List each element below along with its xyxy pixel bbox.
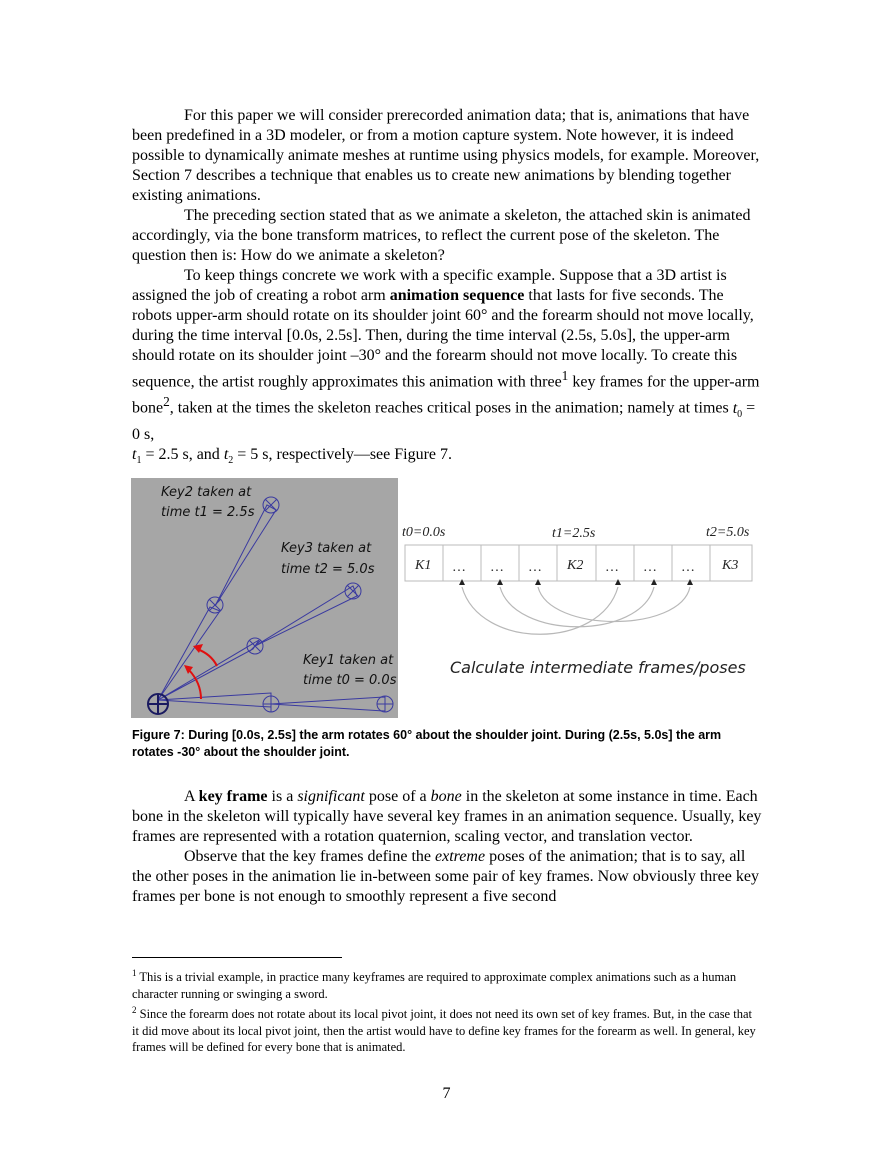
upper-arm-key2 (158, 607, 220, 700)
footnote-mark: 1 (132, 968, 137, 978)
timeline-cell-key: K2 (567, 558, 584, 573)
bold-term: animation sequence (389, 287, 525, 304)
footnote (132, 1002, 762, 1056)
timeline-caption: Calculate intermediate frames/poses (450, 658, 746, 677)
key2-label: Key2 taken at (161, 485, 252, 500)
timeline-cell-ellipsis: … (491, 560, 504, 575)
italic-term: significant (297, 788, 365, 805)
math-var (732, 399, 743, 420)
math-symbol: t (132, 445, 137, 463)
bold-term: key frame (198, 788, 268, 805)
math-symbol: t (223, 445, 229, 463)
page-number: 7 (442, 1085, 451, 1102)
footnote-text: Since the forearm does not rotate about its local pivot joint, it does not need its own set of key frames. But, in the case that it did move about its local pivot joint, then the artist would have to define key frames for the forearm as well. In general, key frames will be defined for every bone that is animated. (132, 1007, 756, 1055)
text-run: pose of a (364, 788, 431, 805)
footnote (132, 965, 762, 1002)
text-run: in the skeleton at some instance in time. Each bone in the skeleton will typically have several key frames in an animation sequence. Usually, key frames are represented with a rotation quaternion, scaling vector, and translation vector. (132, 788, 762, 845)
italic-term: bone (430, 788, 462, 805)
interp-arc (538, 587, 690, 622)
footnote-mark: 2 (132, 1005, 137, 1016)
figure-caption (132, 727, 772, 761)
time-label-t2: t2=5.0s (706, 525, 750, 540)
math-subscript: 2 (228, 455, 234, 467)
text-run: Observe that the key frames define the (184, 848, 436, 865)
math-subscript: 0 (737, 408, 743, 420)
key3-label: Key3 taken at (281, 541, 372, 556)
math-symbol: t (732, 399, 738, 417)
text-run: = 0 s, (132, 399, 756, 443)
interp-arc (462, 587, 618, 634)
body-text-top (132, 106, 762, 471)
paragraph (132, 847, 762, 907)
text-run: To keep things concrete we work with a specific example. Suppose that a 3D artist is assigned the job of creating a robot arm (132, 267, 727, 304)
upper-arm-key3 (158, 640, 259, 700)
italic-term: extreme (435, 848, 486, 865)
caption-line: rotates -30° about the shoulder joint. (132, 745, 350, 759)
math-subscript: 1 (136, 455, 142, 467)
rotation-arrow-upper (197, 649, 217, 666)
timeline-diagram (400, 515, 770, 685)
key1-label: Key1 taken at (303, 653, 394, 668)
paragraph (132, 787, 762, 847)
text-run: = 2.5 s, and (141, 445, 224, 463)
text-run: = 5 s, respectively—see Figure 7. (233, 445, 453, 463)
math-var (223, 445, 234, 467)
time-label-t0: t0=0.0s (402, 525, 446, 540)
footnotes (132, 965, 762, 1056)
text-run: A (184, 788, 199, 805)
timeline-cell-key: K3 (722, 558, 739, 573)
footnote-text: This is a trivial example, in practice many keyframes are required to approximate complex animations such as a human character running or swinging a sword. (132, 970, 737, 1001)
text-run: , taken at the times the skeleton reaches critical poses in the animation; namely at times (169, 399, 733, 417)
key3-label: time t2 = 5.0s (281, 562, 375, 577)
robot-arm-diagram (131, 478, 398, 718)
timeline-cell-ellipsis: … (682, 560, 695, 575)
forearm-key2 (215, 505, 276, 606)
key2-label: time t1 = 2.5s (161, 505, 255, 520)
paragraph (132, 266, 762, 471)
time-label-t1: t1=2.5s (552, 526, 596, 541)
text-run: that lasts for five seconds. The robots upper-arm should rotate on its shoulder joint 60° and the forearm should not move locally, during the time interval [0.0s, 2.5s]. Then, during the time interval (2.5s, 5.0s], the upper-arm should rotate on its shoulder joint –30° and the forearm should not move locally. To create this sequence, the artist roughly approximates this animation with three (132, 287, 754, 391)
timeline-cell-ellipsis: … (529, 560, 542, 575)
paragraph: For this paper we will consider prerecorded animation data; that is, animations that have been predefined in a 3D modeler, or from a motion capture system. Note however, it is indeed possible to dynamically animate meshes at runtime using physics models, for example. Moreover, Section 7 describes a technique that enables us to create new animations by blending together existing animations. (132, 107, 760, 204)
figure-robot-arm (131, 478, 398, 718)
paragraph: The preceding section stated that as we animate a skeleton, the attached skin is animated accordingly, via the bone transform matrices, to reflect the current pose of the skeleton. The question then is: How do we animate a skeleton? (132, 207, 751, 264)
footnote-ref[interactable]: 1 (561, 368, 569, 383)
figure-keyframe-timeline (400, 515, 770, 685)
body-text-bottom (132, 787, 762, 907)
footnote-ref[interactable]: 2 (163, 394, 170, 410)
timeline-cell-ellipsis: … (453, 560, 466, 575)
key1-label: time t0 = 0.0s (303, 673, 397, 688)
rotation-arrow-lower (189, 670, 201, 699)
text-run: is a (267, 788, 298, 805)
timeline-cell-key: K1 (415, 558, 432, 573)
caption-line: Figure 7: During [0.0s, 2.5s] the arm rotates 60° about the shoulder joint. During (2.5s, 5.0s] the arm (132, 728, 722, 742)
forearm-key1 (271, 697, 385, 711)
forearm-key3 (255, 586, 357, 646)
timeline-cell-ellipsis: … (606, 560, 619, 575)
text-run: key frames for the upper-arm bone (132, 373, 760, 417)
upper-arm-key1 (158, 693, 271, 707)
text-run: poses of the animation; that is to say, all the other poses in the animation lie in-between some pair of key frames. Now obviously three key frames per bone is not enough to smoothly represent a five second (132, 848, 759, 905)
footnote-divider (132, 957, 342, 958)
timeline-cell-ellipsis: … (644, 560, 657, 575)
